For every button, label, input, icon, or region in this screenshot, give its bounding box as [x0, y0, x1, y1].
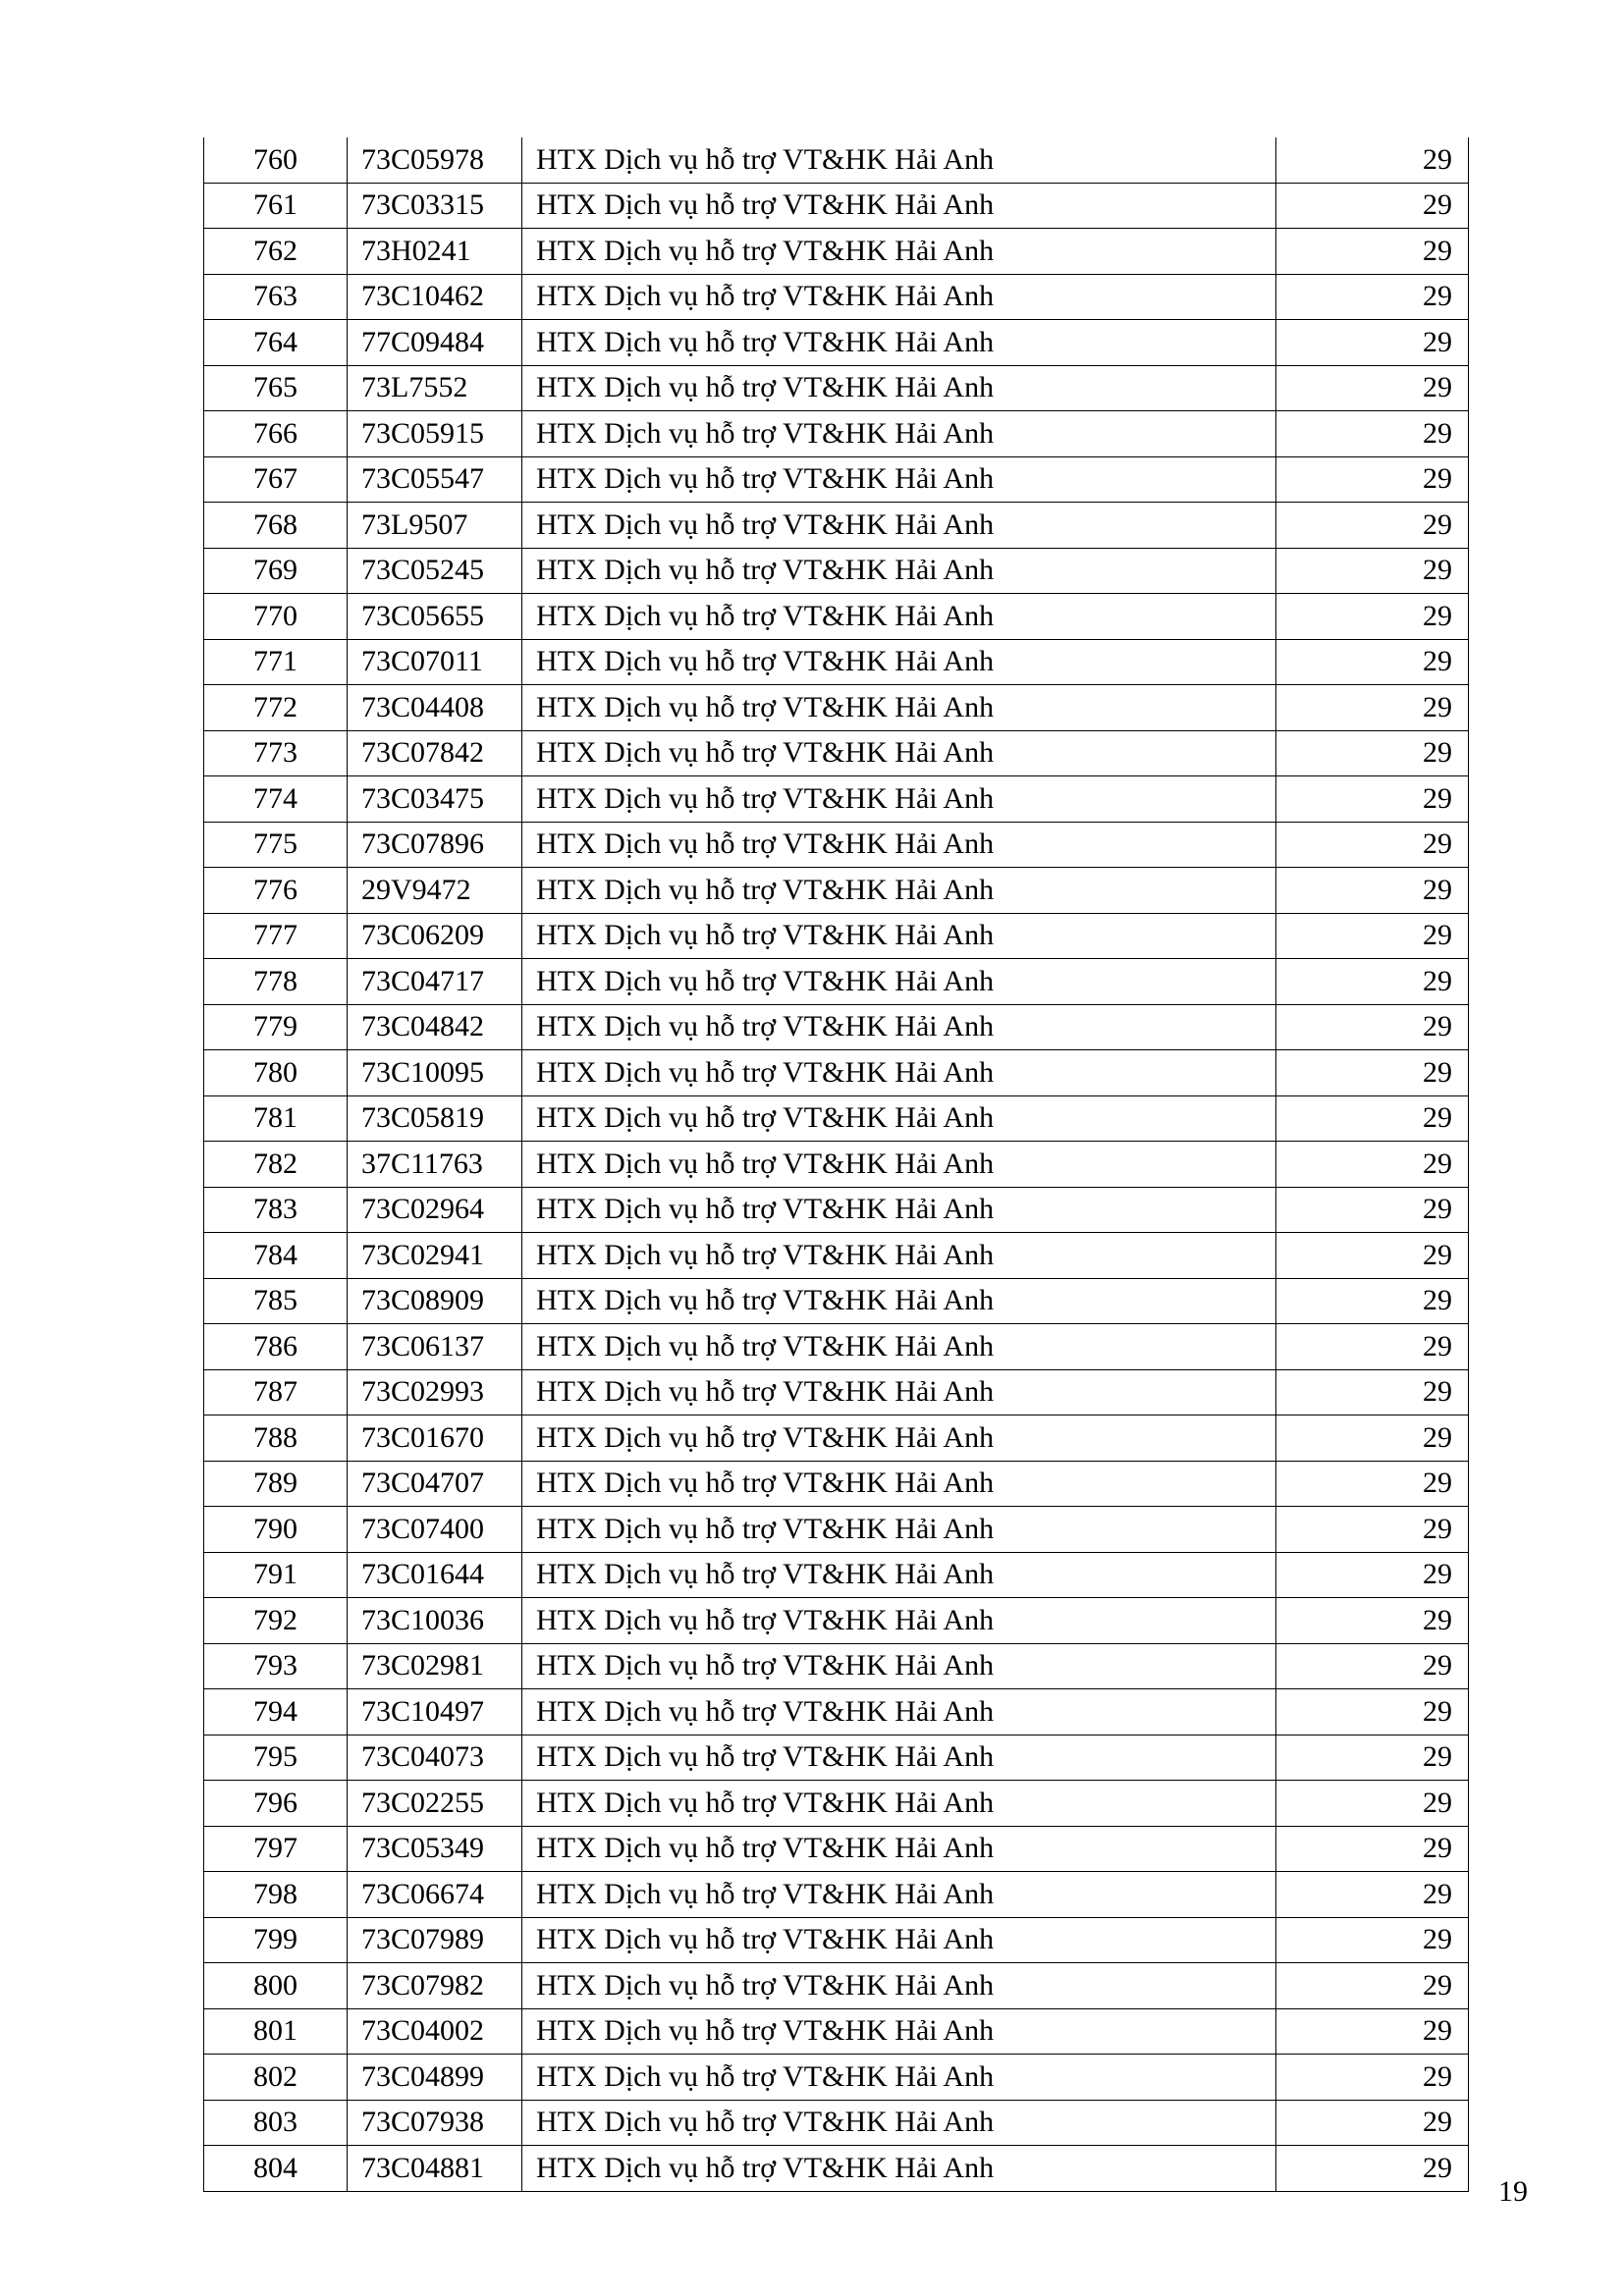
- row-number-cell: 798: [204, 1872, 348, 1918]
- value-cell: 29: [1276, 685, 1469, 731]
- owner-name-cell: HTX Dịch vụ hỗ trợ VT&HK Hải Anh: [522, 1369, 1276, 1415]
- row-number-cell: 790: [204, 1507, 348, 1553]
- row-number-cell: 774: [204, 776, 348, 823]
- row-number-cell: 788: [204, 1415, 348, 1462]
- value-cell: 29: [1276, 1643, 1469, 1689]
- value-cell: 29: [1276, 868, 1469, 914]
- table-row: [204, 2008, 1469, 2055]
- row-number-cell: 770: [204, 594, 348, 640]
- table-row: [204, 868, 1469, 914]
- license-plate-cell: 73C01644: [348, 1552, 522, 1598]
- owner-name-cell: HTX Dịch vụ hỗ trợ VT&HK Hải Anh: [522, 1187, 1276, 1233]
- owner-name-cell: HTX Dịch vụ hỗ trợ VT&HK Hải Anh: [522, 1917, 1276, 1963]
- row-number-cell: 784: [204, 1233, 348, 1279]
- owner-name-cell: HTX Dịch vụ hỗ trợ VT&HK Hải Anh: [522, 1050, 1276, 1096]
- row-number-cell: 785: [204, 1278, 348, 1324]
- table-row: [204, 183, 1469, 229]
- row-number-cell: 767: [204, 456, 348, 503]
- owner-name-cell: HTX Dịch vụ hỗ trợ VT&HK Hải Anh: [522, 685, 1276, 731]
- value-cell: 29: [1276, 411, 1469, 457]
- license-plate-cell: 73C10036: [348, 1598, 522, 1644]
- license-plate-cell: 73C03315: [348, 183, 522, 229]
- owner-name-cell: HTX Dịch vụ hỗ trợ VT&HK Hải Anh: [522, 730, 1276, 776]
- row-number-cell: 768: [204, 503, 348, 549]
- row-number-cell: 789: [204, 1461, 348, 1507]
- value-cell: 29: [1276, 1415, 1469, 1462]
- license-plate-cell: 73L7552: [348, 365, 522, 411]
- value-cell: 29: [1276, 229, 1469, 275]
- license-plate-cell: 73C05819: [348, 1095, 522, 1142]
- table-row: [204, 1826, 1469, 1872]
- license-plate-cell: 73C05349: [348, 1826, 522, 1872]
- license-plate-cell: 73C02941: [348, 1233, 522, 1279]
- value-cell: 29: [1276, 1507, 1469, 1553]
- row-number-cell: 780: [204, 1050, 348, 1096]
- value-cell: 29: [1276, 1004, 1469, 1050]
- value-cell: 29: [1276, 320, 1469, 366]
- row-number-cell: 786: [204, 1324, 348, 1370]
- value-cell: 29: [1276, 1369, 1469, 1415]
- owner-name-cell: HTX Dịch vụ hỗ trợ VT&HK Hải Anh: [522, 229, 1276, 275]
- row-number-cell: 787: [204, 1369, 348, 1415]
- value-cell: 29: [1276, 1233, 1469, 1279]
- value-cell: 29: [1276, 183, 1469, 229]
- table-row: [204, 137, 1469, 183]
- owner-name-cell: HTX Dịch vụ hỗ trợ VT&HK Hải Anh: [522, 1415, 1276, 1462]
- vehicle-table: [203, 137, 1469, 2192]
- row-number-cell: 794: [204, 1689, 348, 1735]
- table-row: [204, 1324, 1469, 1370]
- value-cell: 29: [1276, 1872, 1469, 1918]
- license-plate-cell: 73C05245: [348, 548, 522, 594]
- table-row: [204, 1689, 1469, 1735]
- row-number-cell: 779: [204, 1004, 348, 1050]
- row-number-cell: 782: [204, 1142, 348, 1188]
- row-number-cell: 781: [204, 1095, 348, 1142]
- table-row: [204, 822, 1469, 868]
- license-plate-cell: 73C04899: [348, 2055, 522, 2101]
- row-number-cell: 804: [204, 2146, 348, 2192]
- row-number-cell: 778: [204, 959, 348, 1005]
- license-plate-cell: 73C05655: [348, 594, 522, 640]
- value-cell: 29: [1276, 2100, 1469, 2146]
- license-plate-cell: 37C11763: [348, 1142, 522, 1188]
- table-row: [204, 411, 1469, 457]
- license-plate-cell: 73C07989: [348, 1917, 522, 1963]
- license-plate-cell: 73C01670: [348, 1415, 522, 1462]
- row-number-cell: 800: [204, 1963, 348, 2009]
- value-cell: 29: [1276, 503, 1469, 549]
- owner-name-cell: HTX Dịch vụ hỗ trợ VT&HK Hải Anh: [522, 1095, 1276, 1142]
- row-number-cell: 796: [204, 1781, 348, 1827]
- license-plate-cell: 29V9472: [348, 868, 522, 914]
- value-cell: 29: [1276, 1917, 1469, 1963]
- license-plate-cell: 73C10095: [348, 1050, 522, 1096]
- table-row: [204, 639, 1469, 685]
- row-number-cell: 799: [204, 1917, 348, 1963]
- value-cell: 29: [1276, 1689, 1469, 1735]
- owner-name-cell: HTX Dịch vụ hỗ trợ VT&HK Hải Anh: [522, 822, 1276, 868]
- table-row: [204, 2146, 1469, 2192]
- value-cell: 29: [1276, 274, 1469, 320]
- value-cell: 29: [1276, 1781, 1469, 1827]
- table-row: [204, 1187, 1469, 1233]
- license-plate-cell: 73C08909: [348, 1278, 522, 1324]
- row-number-cell: 801: [204, 2008, 348, 2055]
- owner-name-cell: HTX Dịch vụ hỗ trợ VT&HK Hải Anh: [522, 1872, 1276, 1918]
- value-cell: 29: [1276, 2008, 1469, 2055]
- row-number-cell: 795: [204, 1735, 348, 1781]
- value-cell: 29: [1276, 1461, 1469, 1507]
- row-number-cell: 775: [204, 822, 348, 868]
- license-plate-cell: 73C04881: [348, 2146, 522, 2192]
- table-row: [204, 685, 1469, 731]
- table-row: [204, 959, 1469, 1005]
- owner-name-cell: HTX Dịch vụ hỗ trợ VT&HK Hải Anh: [522, 639, 1276, 685]
- license-plate-cell: 73C04707: [348, 1461, 522, 1507]
- row-number-cell: 802: [204, 2055, 348, 2101]
- value-cell: 29: [1276, 1187, 1469, 1233]
- value-cell: 29: [1276, 548, 1469, 594]
- license-plate-cell: 73C07938: [348, 2100, 522, 2146]
- value-cell: 29: [1276, 456, 1469, 503]
- license-plate-cell: 73C10462: [348, 274, 522, 320]
- owner-name-cell: HTX Dịch vụ hỗ trợ VT&HK Hải Anh: [522, 2146, 1276, 2192]
- license-plate-cell: 73C02993: [348, 1369, 522, 1415]
- value-cell: 29: [1276, 1142, 1469, 1188]
- row-number-cell: 773: [204, 730, 348, 776]
- owner-name-cell: HTX Dịch vụ hỗ trợ VT&HK Hải Anh: [522, 1643, 1276, 1689]
- row-number-cell: 772: [204, 685, 348, 731]
- table-row: [204, 1963, 1469, 2009]
- value-cell: 29: [1276, 1826, 1469, 1872]
- owner-name-cell: HTX Dịch vụ hỗ trợ VT&HK Hải Anh: [522, 1278, 1276, 1324]
- license-plate-cell: 73C02255: [348, 1781, 522, 1827]
- license-plate-cell: 73C02964: [348, 1187, 522, 1233]
- owner-name-cell: HTX Dịch vụ hỗ trợ VT&HK Hải Anh: [522, 2055, 1276, 2101]
- value-cell: 29: [1276, 959, 1469, 1005]
- value-cell: 29: [1276, 1735, 1469, 1781]
- value-cell: 29: [1276, 1050, 1469, 1096]
- value-cell: 29: [1276, 594, 1469, 640]
- page-number: 19: [1498, 2175, 1528, 2208]
- table-row: [204, 503, 1469, 549]
- row-number-cell: 797: [204, 1826, 348, 1872]
- row-number-cell: 771: [204, 639, 348, 685]
- table-row: [204, 1461, 1469, 1507]
- owner-name-cell: HTX Dịch vụ hỗ trợ VT&HK Hải Anh: [522, 137, 1276, 183]
- owner-name-cell: HTX Dịch vụ hỗ trợ VT&HK Hải Anh: [522, 1142, 1276, 1188]
- row-number-cell: 776: [204, 868, 348, 914]
- owner-name-cell: HTX Dịch vụ hỗ trợ VT&HK Hải Anh: [522, 1689, 1276, 1735]
- license-plate-cell: 73C05915: [348, 411, 522, 457]
- license-plate-cell: 73C07842: [348, 730, 522, 776]
- license-plate-cell: 73C02981: [348, 1643, 522, 1689]
- owner-name-cell: HTX Dịch vụ hỗ trợ VT&HK Hải Anh: [522, 1552, 1276, 1598]
- owner-name-cell: HTX Dịch vụ hỗ trợ VT&HK Hải Anh: [522, 411, 1276, 457]
- row-number-cell: 793: [204, 1643, 348, 1689]
- owner-name-cell: HTX Dịch vụ hỗ trợ VT&HK Hải Anh: [522, 1963, 1276, 2009]
- license-plate-cell: 73C06209: [348, 913, 522, 959]
- table-row: [204, 1233, 1469, 1279]
- table-row: [204, 1735, 1469, 1781]
- value-cell: 29: [1276, 365, 1469, 411]
- table-row: [204, 1142, 1469, 1188]
- row-number-cell: 783: [204, 1187, 348, 1233]
- owner-name-cell: HTX Dịch vụ hỗ trợ VT&HK Hải Anh: [522, 1507, 1276, 1553]
- owner-name-cell: HTX Dịch vụ hỗ trợ VT&HK Hải Anh: [522, 1004, 1276, 1050]
- table-row: [204, 1369, 1469, 1415]
- table-row: [204, 1552, 1469, 1598]
- owner-name-cell: HTX Dịch vụ hỗ trợ VT&HK Hải Anh: [522, 913, 1276, 959]
- table-row: [204, 594, 1469, 640]
- value-cell: 29: [1276, 913, 1469, 959]
- row-number-cell: 763: [204, 274, 348, 320]
- owner-name-cell: HTX Dịch vụ hỗ trợ VT&HK Hải Anh: [522, 776, 1276, 823]
- table-row: [204, 1872, 1469, 1918]
- table-body: [204, 137, 1469, 2191]
- license-plate-cell: 73C10497: [348, 1689, 522, 1735]
- value-cell: 29: [1276, 1095, 1469, 1142]
- table-row: [204, 1917, 1469, 1963]
- license-plate-cell: 73C05547: [348, 456, 522, 503]
- owner-name-cell: HTX Dịch vụ hỗ trợ VT&HK Hải Anh: [522, 2100, 1276, 2146]
- row-number-cell: 764: [204, 320, 348, 366]
- table-row: [204, 274, 1469, 320]
- row-number-cell: 761: [204, 183, 348, 229]
- table-row: [204, 320, 1469, 366]
- row-number-cell: 766: [204, 411, 348, 457]
- value-cell: 29: [1276, 137, 1469, 183]
- owner-name-cell: HTX Dịch vụ hỗ trợ VT&HK Hải Anh: [522, 1735, 1276, 1781]
- row-number-cell: 792: [204, 1598, 348, 1644]
- owner-name-cell: HTX Dịch vụ hỗ trợ VT&HK Hải Anh: [522, 1781, 1276, 1827]
- row-number-cell: 762: [204, 229, 348, 275]
- row-number-cell: 760: [204, 137, 348, 183]
- owner-name-cell: HTX Dịch vụ hỗ trợ VT&HK Hải Anh: [522, 365, 1276, 411]
- value-cell: 29: [1276, 822, 1469, 868]
- table-row: [204, 1004, 1469, 1050]
- table-row: [204, 2055, 1469, 2101]
- license-plate-cell: 73C06137: [348, 1324, 522, 1370]
- value-cell: 29: [1276, 1278, 1469, 1324]
- owner-name-cell: HTX Dịch vụ hỗ trợ VT&HK Hải Anh: [522, 1461, 1276, 1507]
- license-plate-cell: 73C06674: [348, 1872, 522, 1918]
- license-plate-cell: 73C04408: [348, 685, 522, 731]
- license-plate-cell: 73C05978: [348, 137, 522, 183]
- value-cell: 29: [1276, 1324, 1469, 1370]
- license-plate-cell: 73C04842: [348, 1004, 522, 1050]
- license-plate-cell: 73C07982: [348, 1963, 522, 2009]
- table-row: [204, 229, 1469, 275]
- value-cell: 29: [1276, 1963, 1469, 2009]
- value-cell: 29: [1276, 2146, 1469, 2192]
- license-plate-cell: 73C03475: [348, 776, 522, 823]
- owner-name-cell: HTX Dịch vụ hỗ trợ VT&HK Hải Anh: [522, 1826, 1276, 1872]
- owner-name-cell: HTX Dịch vụ hỗ trợ VT&HK Hải Anh: [522, 594, 1276, 640]
- owner-name-cell: HTX Dịch vụ hỗ trợ VT&HK Hải Anh: [522, 1324, 1276, 1370]
- owner-name-cell: HTX Dịch vụ hỗ trợ VT&HK Hải Anh: [522, 959, 1276, 1005]
- row-number-cell: 791: [204, 1552, 348, 1598]
- table-row: [204, 913, 1469, 959]
- value-cell: 29: [1276, 2055, 1469, 2101]
- license-plate-cell: 73H0241: [348, 229, 522, 275]
- table-row: [204, 456, 1469, 503]
- owner-name-cell: HTX Dịch vụ hỗ trợ VT&HK Hải Anh: [522, 2008, 1276, 2055]
- license-plate-cell: 73C07011: [348, 639, 522, 685]
- license-plate-cell: 73C04717: [348, 959, 522, 1005]
- table-row: [204, 1278, 1469, 1324]
- owner-name-cell: HTX Dịch vụ hỗ trợ VT&HK Hải Anh: [522, 1233, 1276, 1279]
- table-row: [204, 2100, 1469, 2146]
- owner-name-cell: HTX Dịch vụ hỗ trợ VT&HK Hải Anh: [522, 320, 1276, 366]
- license-plate-cell: 73C04002: [348, 2008, 522, 2055]
- owner-name-cell: HTX Dịch vụ hỗ trợ VT&HK Hải Anh: [522, 868, 1276, 914]
- table-row: [204, 730, 1469, 776]
- row-number-cell: 803: [204, 2100, 348, 2146]
- table-row: [204, 548, 1469, 594]
- license-plate-cell: 73C07896: [348, 822, 522, 868]
- row-number-cell: 765: [204, 365, 348, 411]
- table-row: [204, 1643, 1469, 1689]
- table-row: [204, 1095, 1469, 1142]
- owner-name-cell: HTX Dịch vụ hỗ trợ VT&HK Hải Anh: [522, 503, 1276, 549]
- value-cell: 29: [1276, 1598, 1469, 1644]
- value-cell: 29: [1276, 639, 1469, 685]
- table-row: [204, 1781, 1469, 1827]
- table-row: [204, 1598, 1469, 1644]
- row-number-cell: 777: [204, 913, 348, 959]
- table-row: [204, 365, 1469, 411]
- table-row: [204, 1415, 1469, 1462]
- table-row: [204, 1507, 1469, 1553]
- license-plate-cell: 77C09484: [348, 320, 522, 366]
- license-plate-cell: 73C04073: [348, 1735, 522, 1781]
- owner-name-cell: HTX Dịch vụ hỗ trợ VT&HK Hải Anh: [522, 548, 1276, 594]
- value-cell: 29: [1276, 776, 1469, 823]
- table-row: [204, 1050, 1469, 1096]
- license-plate-cell: 73L9507: [348, 503, 522, 549]
- owner-name-cell: HTX Dịch vụ hỗ trợ VT&HK Hải Anh: [522, 183, 1276, 229]
- owner-name-cell: HTX Dịch vụ hỗ trợ VT&HK Hải Anh: [522, 274, 1276, 320]
- value-cell: 29: [1276, 1552, 1469, 1598]
- table-row: [204, 776, 1469, 823]
- owner-name-cell: HTX Dịch vụ hỗ trợ VT&HK Hải Anh: [522, 456, 1276, 503]
- license-plate-cell: 73C07400: [348, 1507, 522, 1553]
- owner-name-cell: HTX Dịch vụ hỗ trợ VT&HK Hải Anh: [522, 1598, 1276, 1644]
- value-cell: 29: [1276, 730, 1469, 776]
- row-number-cell: 769: [204, 548, 348, 594]
